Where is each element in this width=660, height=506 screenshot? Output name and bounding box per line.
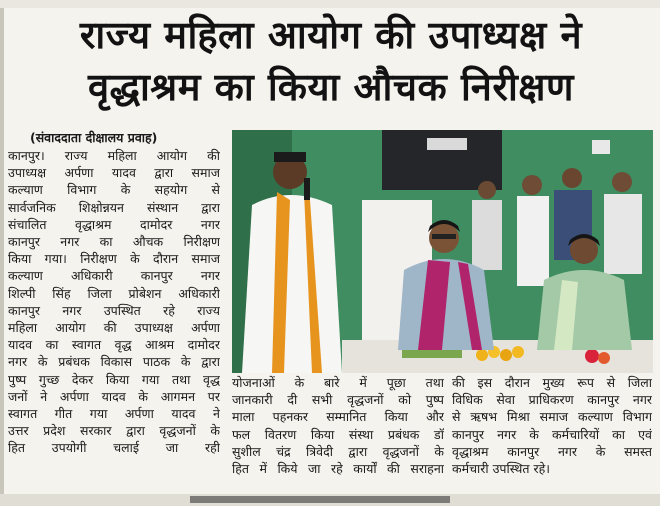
photo-illustration <box>232 130 653 373</box>
article-text-line: उत्तर प्रदेश सरकार द्वारा वृद्धजनों के <box>8 423 220 439</box>
wall-socket <box>592 140 610 154</box>
article-text-line: से ऋषभ मिश्रा समाज कल्याण विभाग <box>452 409 652 425</box>
article-text-line: माला पहनकर सम्मानित किया और <box>232 409 444 425</box>
article-text-line: कर्मचारी उपस्थित रहे। <box>452 461 550 477</box>
article-text-line: कानपुर। राज्य महिला आयोग की <box>8 148 220 163</box>
article-text-line: शिल्पी सिंह जिला प्रोबेशन अधिकारी <box>8 285 220 301</box>
news-photo <box>232 130 653 373</box>
article-text-line: जानकारी दी सभी वृद्धजनों को पुष्प <box>232 392 444 408</box>
ac-unit <box>427 138 467 150</box>
article-text-line: सार्वजनिक शिक्षोन्नयन संस्थान द्वारा <box>8 199 220 215</box>
article-text-line: नगर के प्रबंधक विकास पाठक के द्वारा <box>8 354 220 370</box>
article-text-line: संचालित वृद्धाश्रम दामोदर नगर <box>8 216 220 232</box>
article-text-line: महिला आयोग की उपाध्यक्ष अर्पणा <box>8 320 220 336</box>
article-text-line: सुशील चंद्र त्रिवेदी द्वारा वृद्धजनों के <box>232 443 444 459</box>
article-text-line: कल्याण अधिकारी कानपुर नगर <box>8 268 220 284</box>
byline: (संवाददाता दीक्षालय प्रवाह) <box>30 130 158 145</box>
article-text-line: की इस दौरान मुख्य रूप से जिला <box>452 375 652 390</box>
article-text-line: हित उपयोगी चलाई जा रही <box>8 440 220 456</box>
article-text-line: हित में किये जा रहे कार्यों की सराहना <box>232 461 444 477</box>
article-text-line: फल वितरण किया संस्था प्रबंधक डॉ <box>232 426 444 442</box>
article-text-line: जनों ने अर्पणा यादव के आगमन पर <box>8 388 220 404</box>
article-text-line: उपाध्यक्ष अर्पणा यादव द्वारा समाज <box>8 165 220 181</box>
article-text-line: कानपुर नगर का औचक निरीक्षण <box>8 234 220 250</box>
article-column-3 <box>452 374 652 477</box>
top-page-edge <box>0 0 660 8</box>
article-text-line: वृद्धाश्रम कानपुर नगर के समस्त <box>452 443 652 459</box>
article-text-line: यादव का स्वागत वृद्ध आश्रम दामोदर <box>8 337 220 353</box>
article-text-line: कानपुर नगर के कर्मचारियों का एवं <box>452 426 652 442</box>
article-text-line: कल्याण विभाग के सहयोग से <box>8 182 220 198</box>
headline-line-2: वृद्धाश्रम का किया औचक निरीक्षण <box>87 65 575 109</box>
article-text-line: कानपुर नगर उपस्थित रहे राज्य <box>8 302 220 318</box>
article-column-2 <box>232 374 444 477</box>
microphone <box>304 178 310 200</box>
left-page-edge <box>0 8 4 506</box>
article-text-line: स्वागत गीत गया अर्पणा यादव ने <box>8 406 220 422</box>
article-column-1 <box>8 147 220 457</box>
article-text-line: पुष्प गुच्छ देकर किया गया तथा वृद्ध <box>8 371 220 387</box>
headline-line-1: राज्य महिला आयोग की उपाध्यक्ष ने <box>79 13 583 57</box>
article-text-line: विधिक सेवा प्राधिकरण कानपुर नगर <box>452 392 652 408</box>
bottom-page-edge <box>0 494 660 506</box>
article-text-line: योजनाओं के बारे में पूछा तथा <box>232 375 444 390</box>
spectacles <box>432 234 456 239</box>
article-text-line: किया गया। निरीक्षण के दौरान समाज <box>8 251 220 267</box>
